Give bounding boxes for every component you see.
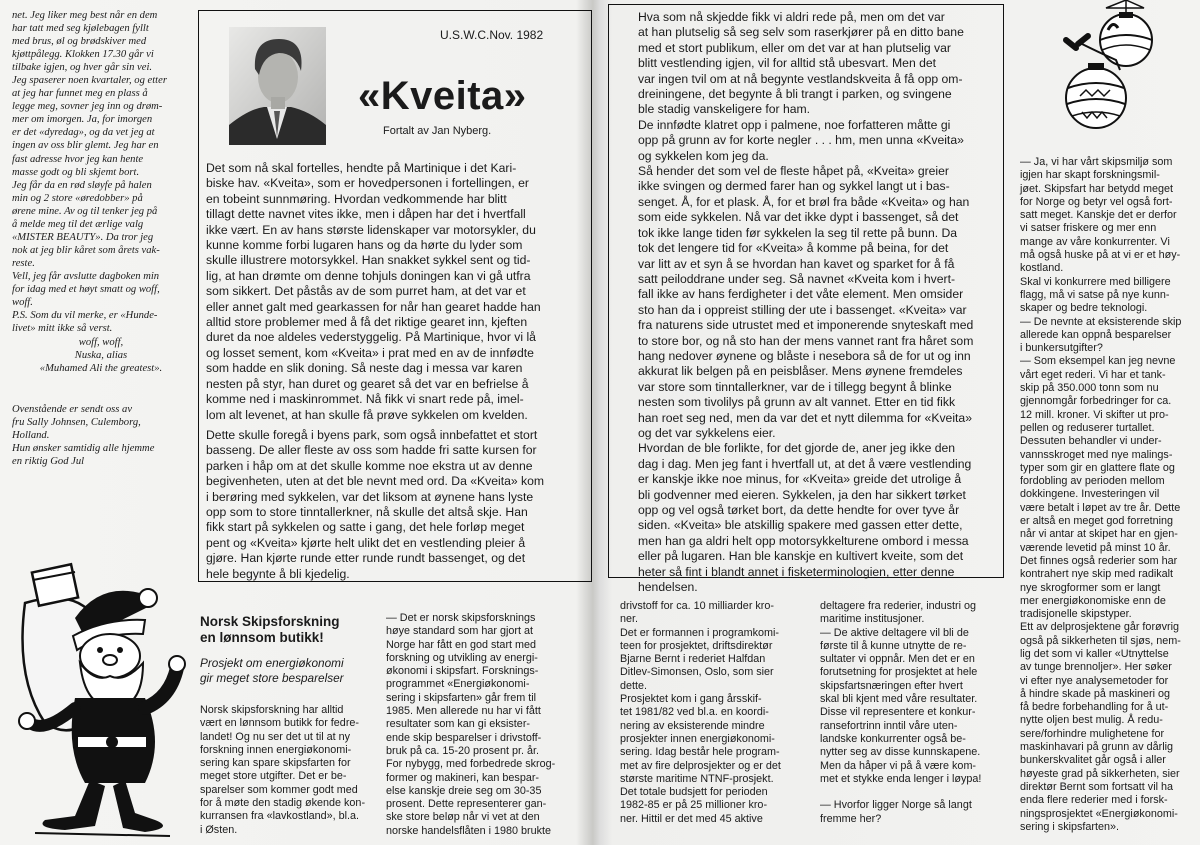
article-title: «Kveita»: [358, 74, 527, 118]
skipsforskning-subtitle: Prosjekt om energiøkonomi gir meget store besparelser: [200, 656, 344, 685]
dateline: U.S.W.C.Nov. 1982: [440, 28, 544, 42]
postscript: P.S. Som du vil merke, er «Hunde- livet» mitt ikke så verst.: [12, 310, 158, 335]
skipsforskning-title: Norsk Skipsforskning en lønnsom butikk!: [200, 614, 340, 645]
article-byline: Fortalt av Jan Nyberg.: [383, 125, 492, 137]
skipsforskning-col3: drivstoff for ca. 10 milliarder kro- ner. Det er formannen i programkomi- teen for prosjektet, driftsdirektør Bjarne Bernt i rederiet Halfdan Ditlev-Simonsen, Oslo, som sier dette. Prosjektet kom i gang årsskif- tet 1981/82 ved bl.a. en koordi- nering av eksisterende mindre prosjekter innen energiøkonomi- sering. Idag består hele program- met av fire delprosjekter og er det største maritime NTNF-prosjekt. Det totale budsjett for perioden 1982-85 er på 25 millioner kro- ner. Hittil er det med 45 aktive: [620, 600, 781, 825]
christmas-ornaments-illustration: [1058, 0, 1200, 150]
author-portrait-photo: [229, 27, 326, 145]
kveita-body-part2: Dette skulle foregå i byens park, som også innbefattet et stort basseng. De aller fleste av oss som hadde fri satte kursen for parken i håp om at det skulle komme noe ekstra ut av denne begivenheten, uten at det ble nevnt med ord. Da «Kveita» kom i berøring med sykkelen, var det liksom at øynene hans lyste opp som to store tinntallerkner, nå skulle det altså skje. Han fikk start på sykkelen og satte i gang, det hele forløp meget pent og «Kveita» kjørte helt ulikt det en vestlending pleier å gjøre. Han kjørte runde etter runde rundt bassenget, og det hele begynte å bli kjedelig.: [206, 428, 545, 581]
kveita-body-part1: Det som nå skal fortelles, hendte på Martinique i det Kari- biske hav. «Kveita», som er hovedpersonen i fortellingen, er en tobeint sunnmøring. Hvordan vedkommende har blitt tillagt dette navnet vites ikke, men i dåpen har det i hvertfall ikke vært. En av hans største lidenskaper var motorsykler, du kunne komme forbi lugaren hans og da hørte du lyder som skulle illustrere motorsykkel. Han snakket sykkel sent og tid- lig, at han drømte om denne tohjuls doningen kan vi gå utfra som sikkert. Det påstås av de som purret ham, at det var et eller annet galt med gearkassen for når han gearet hadde han alltid store problemer med å få det riktige gearet inn, kjeften duret da noe aldeles vederstyggelig. På Martinique, hvor vi lå og losset sement, kom «Kveita» i prat med en av de innfødte som hadde en slik doning. Så neste dag i messa var karen nesten på styr, han duret og gearet så det var en befrielse å komme ned i maskinrommet. Nå fikk vi snart rede på, imel- lom alt levenet, at han skulle få prøve sykkelen om kvelden.: [206, 161, 541, 422]
sender-note: Ovenstående er sendt oss av fru Sally Johnsen, Culemborg, Holland. Hun ønsker samtidig alle hjemme en riktig God Jul: [12, 404, 155, 468]
skipsforskning-col2: — Det er norsk skipsforsknings høye standard som har gjort at Norge har fått en god start med forskning og utvikling av energi- økonomi i skipsfart. Forsknings- programmet «Energiøkonomi- sering i skipsfarten» går frem til 1985. Men allerede nu har vi fått resultater som kan gi eksister- ende skip besparelser i drivstoff- bruk på ca. 15-20 prosent pr. år. For nybygg, med forbedrede skrog- former og makineri, kan bespar- else kanskje dreie seg om 30-35 prosent. Dette representerer gan- ske store beløp når vi vet at den norske handelsflåten i 1980 brukte: [386, 612, 556, 837]
skipsforskning-col4: deltagere fra rederier, industri og maritime institusjoner. — De aktive deltagere vil bli de første til å kunne utnytte de re- sultater vi oppnår. Men det er en forutsetning for prosjektet at hele skipsfartsnæringen efter hvert skal bli kjent med våre resultater. Disse vil representere et konkur- ransefortrinn inntil våre uten- landske konkurrenter også be- nytter seg av disse kunnskapene. Men da håper vi på å være kom- met et stykke enda lenger i løypa! — Hvorfor ligger Norge så langt fremme her?: [820, 600, 982, 825]
santa-illustration: [5, 558, 190, 840]
signature: woff, woff, Nuska, alias «Muhamed Ali the greatest».: [39, 337, 163, 375]
skipsforskning-col1: Norsk skipsforskning har alltid vært en lønnsom butikk for fedre- landet! Og nu ser det ut til at ny forskning innen energiøkonomi- sering kan spare skipsfarten for meget store utgifter. Det er be- sparelser som kommer godt med for å møte den stadig økende kon- kurransen fra «lavkostland», bl.a. i Østen.: [200, 704, 366, 836]
letter-text: net. Jeg liker meg best når en dem har tatt med seg kjølebagen fyllt med brus, øl og brødskiver med kjøttpålegg. Klokken 17.30 går vi tilbake igjen, og hver går sin vei. Jeg spaserer noen kvartaler, og etter at jeg har funnet meg en plass å legge meg, sovner jeg inn og drøm- mer om imorgen. Ja, for imorgen er det «dyredag», og da vet jeg at ingen av oss blir glemt. Jeg har en fast adresse hvor jeg kan hente masse godt og bli skjemt bort. Jeg får da en rød sløyfe på halen min og 2 store «øredobber» på ørene mine. Av og til tenker jeg på å melde meg til det ærlige valg «MISTER BEAUTY». Da tror jeg nok at jeg blir kåret som årets vak- reste. Vell, jeg får avslutte dagboken min for idag med et høyt smatt og woff, woff.: [12, 10, 167, 309]
skipsforskning-col5: — Ja, vi har vårt skipsmiljø som igjen har skapt forskningsmil- jøet. Skipsfart har betydd meget for Norge og betyr vel også fort- satt meget. Kanskje det er derfor vi satser friskere og mer enn mange av våre konkurrenter. Vi må også huske på at vi er et høy- kostland. Skal vi konkurrere med billigere flagg, må vi satse på nye kunn- skaper og bedre teknologi. — De nevnte at eksisterende skip allerede kan oppnå besparelser i bunkersutgifter? — Som eksempel kan jeg nevne vårt eget rederi. Vi har et tank- skip på 350.000 tonn som nu gjennomgår forbedringer for ca. 12 mill. kroner. Vi skifter ut pro- pellen og reduserer turtallet. Dessuten behandler vi under- vannsskroget med nye malings- typer som gir en glattere flate og fordobling av perioden mellom dokkingene. Investeringen vil være betalt i løpet av tre år. Dette er altså en meget god forretning når vi antar at skipet har en gjen- værende levetid på minst 10 år. Det finnes også rederier som har kontrahert nye skip med radikalt nye skrogformer som er langt mer energiøkonomiske enn de tradisjonelle skipstyper. Ett av delprosjektene går forøvrig også på sikkerheten til sjøs, nem- lig det som vi kaller «Utnyttelse av tunge brennoljer». Her søker vi efter nye analysemetoder for å hindre skade på maskineri og få bedre forbehandling for å ut- nytte oljen best mulig. Å redu- sere/forhindre mulighetene for maskinhavari på grunn av dårlig bunkerskvalitet går også i aller høyeste grad på sikkerheten, sier direktør Bernt som fortsatt vil ha enda flere rederier med i forsk- ningsprosjektet «Energiøkonomi- sering i skipsfarten».: [1020, 156, 1182, 833]
kveita-body-part3: Hva som nå skjedde fikk vi aldri rede på, men om det var at han plutselig så seg selv som raserkjører på en ditto bane med et stort publikum, eller om det var at han plutselig var blitt vestlending igjen, vil for alltid stå ubesvart. Men det var ingen tvil om at nå begynte vestlandskveita å få opp om- dreiningene, det begynte å bli trangt i parken, og svingene ble stadig vanskeligere for ham. De innfødte klatret opp i palmene, noe forfatteren måtte gi opp på grunn av for korte negler . . . hm, men unna «Kveita» og sykkelen kom jeg da. Så hender det som vel de fleste håpet på, «Kveita» greier ikke svingen og dermed farer han og sykkel langt ut i bas- senget. Å, for et plask. Å, for et brøl fra både «Kveita» og han som eide sykkelen. Nå var det ikke dypt i bassenget, så det tok ikke lange tiden før sykkelen la seg til rette på bunn. Da tok det lengere tid for «Kveita» å komme på beina, for det var litt av et syn å se hvordan han kavet og sparket for å få satt peiloddrane under seg. Så navnet «Kveita kom i hvert- fall ikke av hans ferdigheter i det våte element. Men omsider sto han da i oppreist stilling der ute i bassenget. «Kveita» var fra naturens side utrustet med et imponerende snyteskaft med to store bor, og nå sto han der mens vannet rant fra håret som hang nedover øynene og blåste i nesebora så de for ut og inn akkurat lik belgen på en peisblåser. Mens øynene fremdeles var store som tinntallerkner, var de i tillegg begynt å blinke nesten som tivolilys på grunn av alt vannet. Etter en tid fikk han roet seg ned, men da var det et nytt dilemma for «Kveita» og det var sykkelens eier. Hvordan de ble forlikte, for det gjorde de, aner jeg ikke den dag i dag. Men jeg fant i hvertfall ut, at det å være vestlending er kanskje ikke noe minus, for «Kveita» greide det utrolige å bli godvenner med eieren. Sykkelen, ja den har sikkert tørket opp og vel også tørket bort, da dette hendte for over tyve år siden. «Kveita» ble atskillig spakere med gassen etter dette, men han ga aldri helt opp motorsykkelturene ombord i messa eller på lugaren. Han ble kanskje en kultivert kveite, som det heter så fint i blandt annet i fisketerminologien, etter denne hendelsen.: [638, 10, 974, 595]
